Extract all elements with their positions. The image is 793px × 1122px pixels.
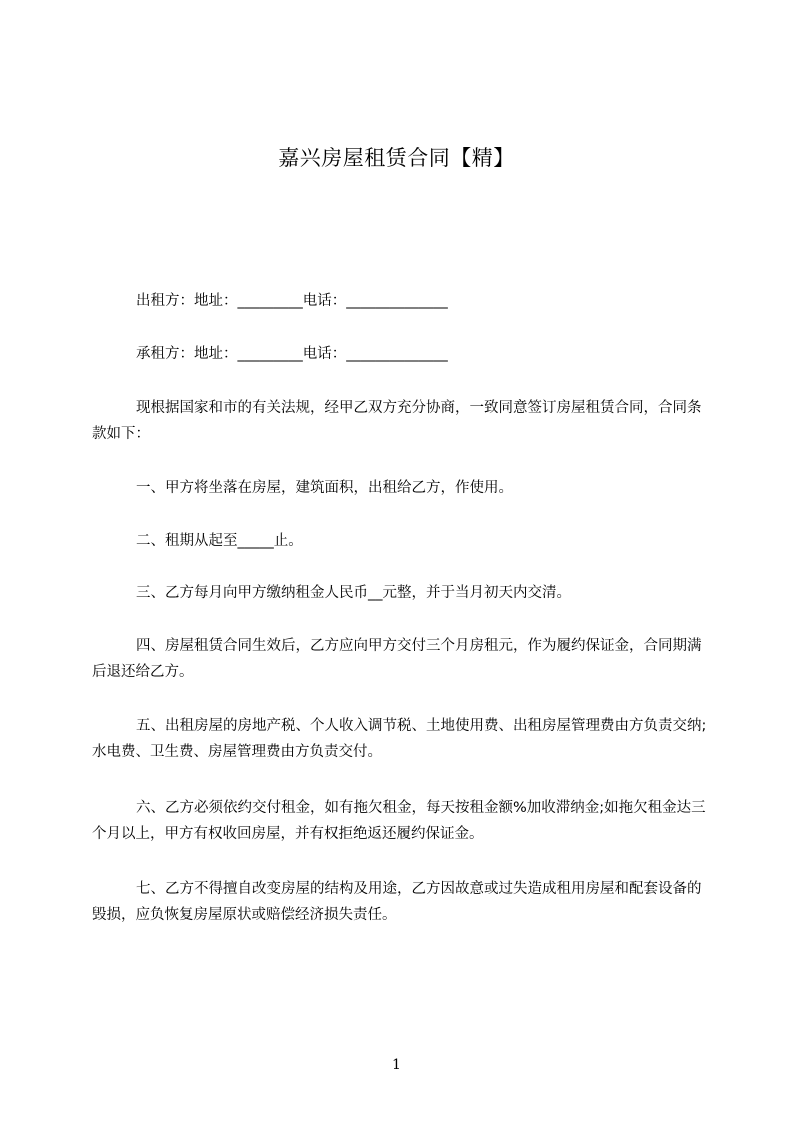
clause-1: 一、甲方将坐落在房屋，建筑面积，出租给乙方，作使用。 bbox=[136, 480, 513, 496]
page-number: 1 bbox=[392, 1057, 401, 1073]
lessor-line: 出租方：地址：_________电话：______________ bbox=[136, 293, 448, 309]
clause-4: 四、房屋租赁合同生效后，乙方应向甲方交付三个月房租元，作为履约保证金，合同期满后退还给乙方。 bbox=[92, 638, 702, 680]
lessee-line: 承租方：地址：_________电话：______________ bbox=[136, 346, 448, 362]
preamble-paragraph: 现根据国家和市的有关法规，经甲乙双方充分协商，一致同意签订房屋租赁合同，合同条款如下： bbox=[92, 400, 702, 442]
document-title: 嘉兴房屋租赁合同【精】 bbox=[278, 146, 515, 170]
clause-3: 三、乙方每月向甲方缴纳租金人民币__元整，并于当月初天内交清。 bbox=[136, 585, 571, 601]
clause-5: 五、出租房屋的房地产税、个人收入调节税、土地使用费、出租房屋管理费由方负责交纳;水电费、卫生费、房屋管理费由方负责交付。 bbox=[92, 718, 707, 760]
clause-7: 七、乙方不得擅自改变房屋的结构及用途，乙方因故意或过失造成租用房屋和配套设备的毁损，应负恢复房屋原状或赔偿经济损失责任。 bbox=[92, 881, 702, 923]
clause-2: 二、租期从起至_____止。 bbox=[136, 533, 303, 549]
clause-6: 六、乙方必须依约交付租金，如有拖欠租金，每天按租金额%加收滞纳金;如拖欠租金达三个月以上，甲方有权收回房屋，并有权拒绝返还履约保证金。 bbox=[92, 800, 706, 842]
